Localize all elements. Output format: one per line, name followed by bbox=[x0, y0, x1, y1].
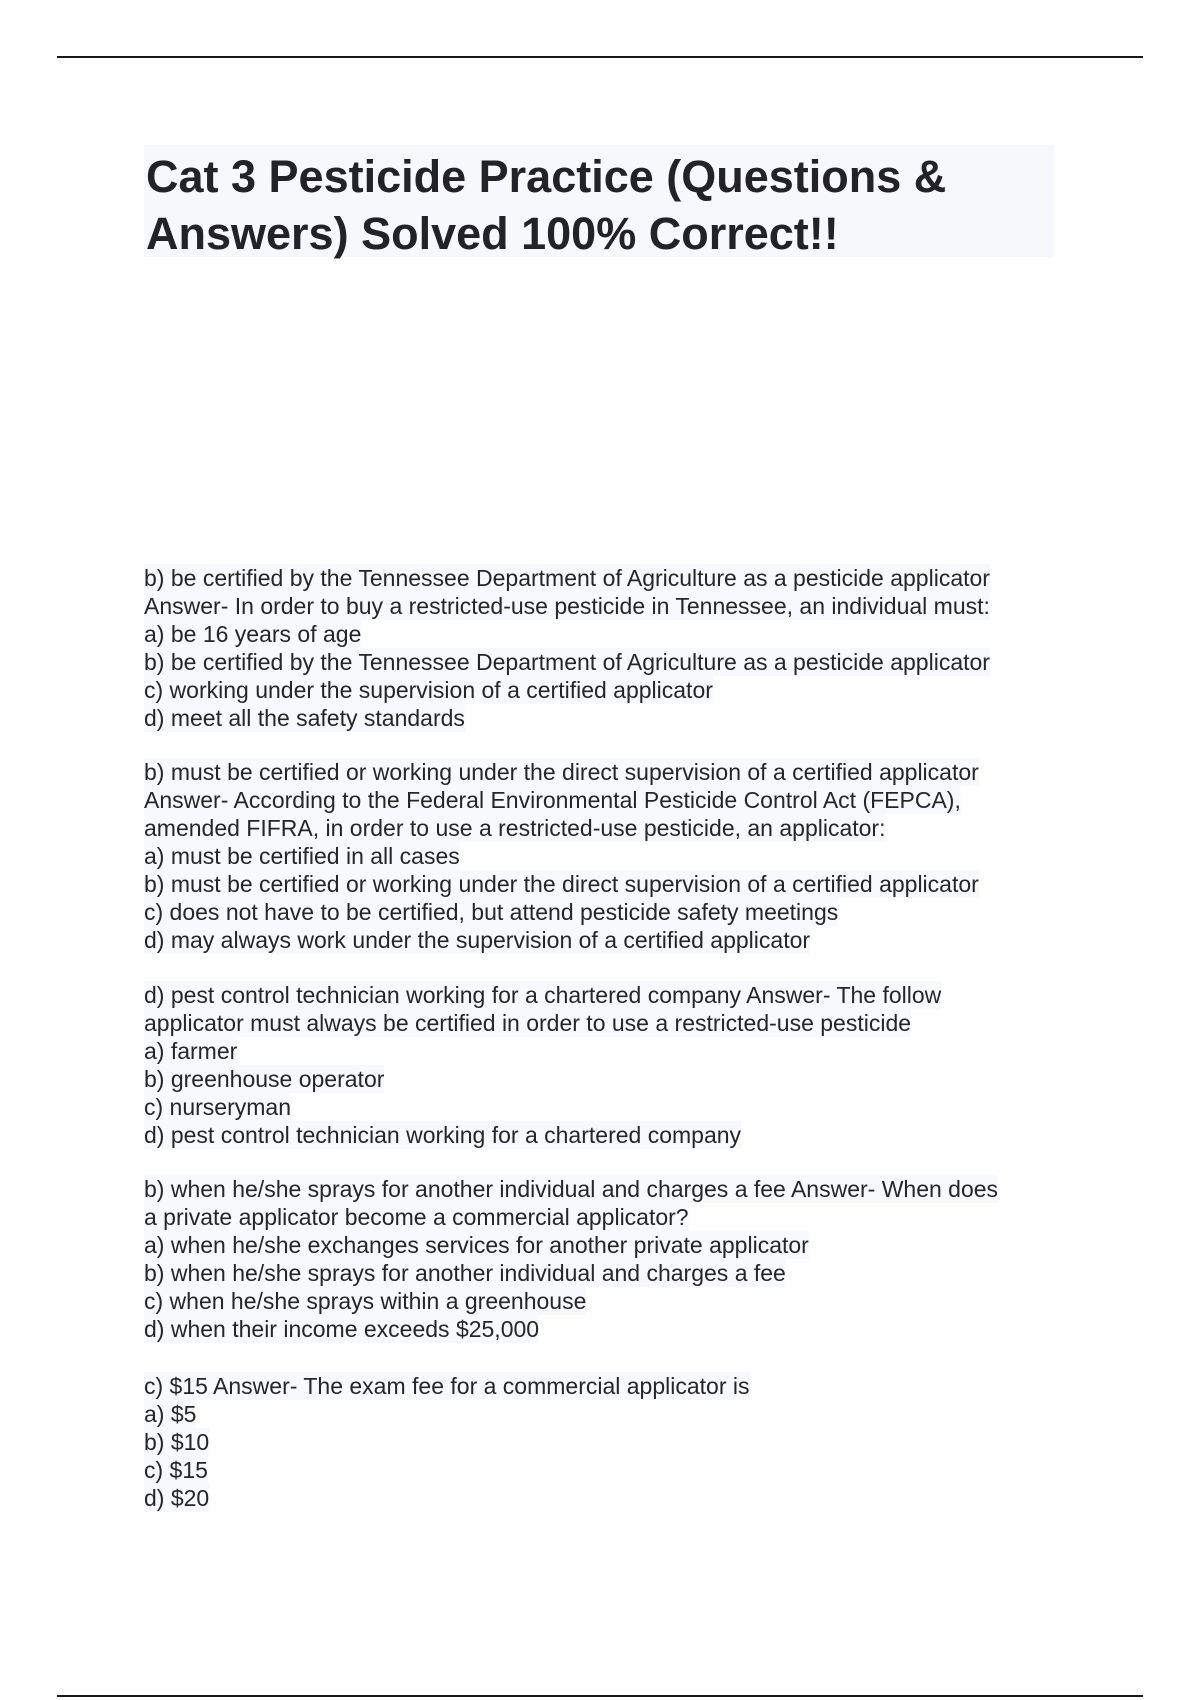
document-title bbox=[146, 148, 1046, 262]
qa-line: a private applicator become a commercial applicator? bbox=[144, 1204, 689, 1230]
qa-line: applicator must always be certified in order to use a restricted-use pesticide bbox=[144, 1010, 912, 1036]
qa-line: d) pest control technician working for a chartered company bbox=[144, 1122, 742, 1148]
qa-line: b) be certified by the Tennessee Department of Agriculture as a pesticide applicator bbox=[144, 565, 990, 591]
qa-line: d) pest control technician working for a chartered company Answer- The follow bbox=[144, 982, 942, 1008]
top-rule bbox=[57, 56, 1143, 58]
qa-block-2 bbox=[144, 758, 1064, 954]
qa-line: a) when he/she exchanges services for another private applicator bbox=[144, 1232, 809, 1258]
qa-line: c) $15 Answer- The exam fee for a commercial applicator is bbox=[144, 1373, 750, 1399]
qa-line: d) $20 bbox=[144, 1485, 210, 1511]
qa-line: b) must be certified or working under the direct supervision of a certified applicator bbox=[144, 871, 979, 897]
qa-line: Answer- In order to buy a restricted-use pesticide in Tennessee, an individual must: bbox=[144, 593, 990, 619]
document-title-line-2: Answers) Solved 100% Correct!! bbox=[146, 208, 839, 259]
qa-line: b) $10 bbox=[144, 1429, 210, 1455]
qa-line: c) nurseryman bbox=[144, 1094, 291, 1120]
qa-line: c) working under the supervision of a certified applicator bbox=[144, 677, 713, 703]
qa-line: c) does not have to be certified, but attend pesticide safety meetings bbox=[144, 899, 839, 925]
qa-block-1 bbox=[144, 564, 1064, 732]
qa-line: Answer- According to the Federal Environmental Pesticide Control Act (FEPCA), bbox=[144, 787, 961, 813]
qa-line: d) when their income exceeds $25,000 bbox=[144, 1316, 540, 1342]
qa-line: a) be 16 years of age bbox=[144, 621, 362, 647]
qa-line: amended FIFRA, in order to use a restricted-use pesticide, an applicator: bbox=[144, 815, 886, 841]
qa-block-5 bbox=[144, 1372, 1064, 1512]
qa-block-3 bbox=[144, 981, 1064, 1149]
qa-line: b) when he/she sprays for another individual and charges a fee Answer- When does bbox=[144, 1176, 999, 1202]
qa-line: b) when he/she sprays for another individual and charges a fee bbox=[144, 1260, 786, 1286]
qa-line: b) be certified by the Tennessee Department of Agriculture as a pesticide applicator bbox=[144, 649, 990, 675]
qa-line: a) farmer bbox=[144, 1038, 238, 1064]
qa-line: b) greenhouse operator bbox=[144, 1066, 385, 1092]
qa-line: d) may always work under the supervision of a certified applicator bbox=[144, 927, 811, 953]
qa-line: c) when he/she sprays within a greenhouse bbox=[144, 1288, 587, 1314]
bottom-rule bbox=[57, 1695, 1143, 1697]
qa-line: c) $15 bbox=[144, 1457, 208, 1483]
qa-line: b) must be certified or working under the direct supervision of a certified applicator bbox=[144, 759, 979, 785]
qa-block-4 bbox=[144, 1175, 1064, 1343]
document-title-line-1: Cat 3 Pesticide Practice (Questions & bbox=[146, 151, 947, 202]
qa-line: a) $5 bbox=[144, 1401, 197, 1427]
qa-line: d) meet all the safety standards bbox=[144, 705, 465, 731]
qa-line: a) must be certified in all cases bbox=[144, 843, 460, 869]
